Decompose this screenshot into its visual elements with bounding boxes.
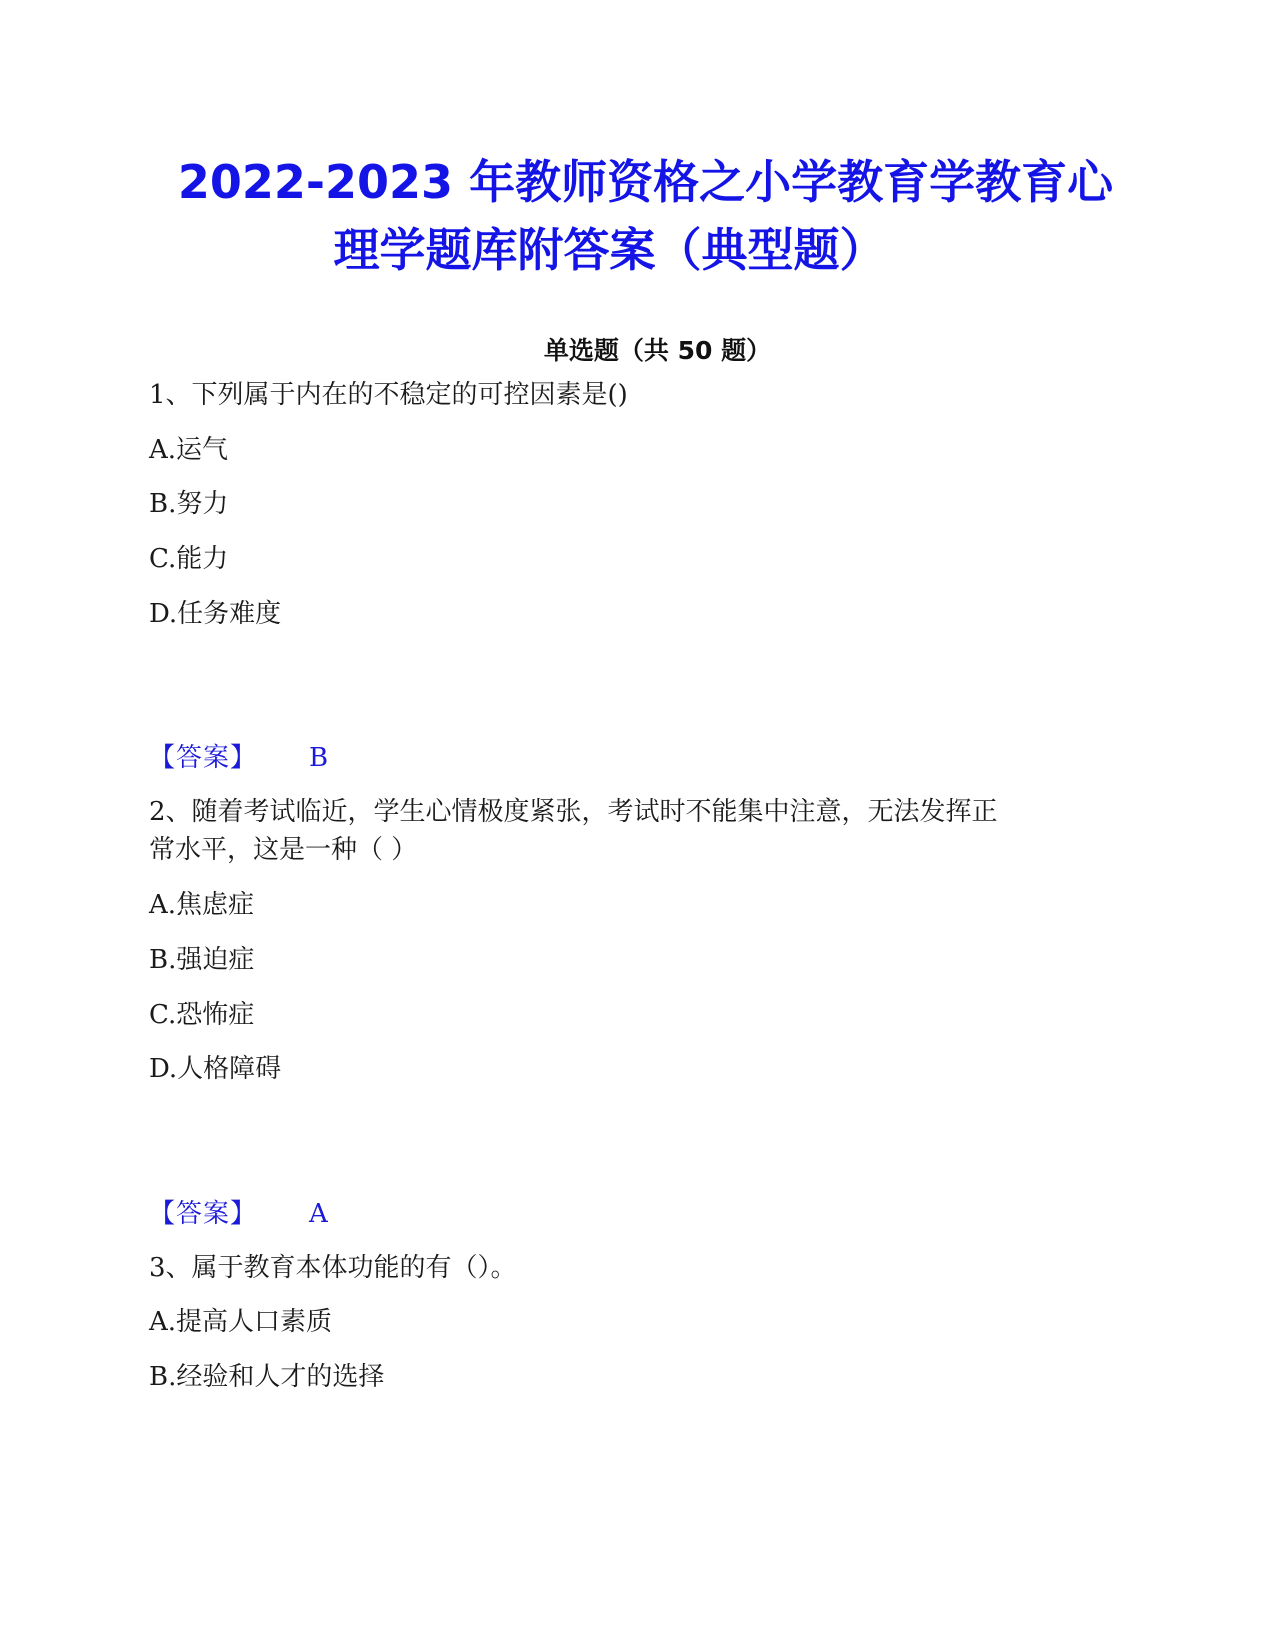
question-3-stem: 3、属于教育本体功能的有（）。 xyxy=(149,1253,517,1283)
answer-label: 【答案】 xyxy=(149,1199,258,1229)
question-1-option-c: C.能力 xyxy=(149,544,229,574)
document-title-line-2: 理学题库附答案（典型题） xyxy=(333,223,886,277)
question-2-option-a: A.焦虑症 xyxy=(149,890,255,920)
question-1-answer xyxy=(149,745,328,771)
question-2-option-d: D.人格障碍 xyxy=(149,1054,282,1084)
question-1-option-b: B.努力 xyxy=(149,489,229,519)
question-1-option-d: D.任务难度 xyxy=(149,599,282,629)
question-2-stem-line-1: 2、随着考试临近，学生心情极度紧张，考试时不能集中注意，无法发挥正 xyxy=(149,797,998,827)
question-2-option-c: C.恐怖症 xyxy=(149,1000,255,1030)
question-1-stem: 1、下列属于内在的不稳定的可控因素是() xyxy=(149,380,628,410)
question-2-stem-line-2: 常水平，这是一种（ ） xyxy=(149,835,418,865)
question-3-option-a: A.提高人口素质 xyxy=(149,1307,333,1337)
document-title-line-1: 2022-2023 年教师资格之小学教育学教育心 xyxy=(177,155,1114,209)
question-3-option-b: B.经验和人才的选择 xyxy=(149,1362,385,1392)
question-2-answer xyxy=(149,1201,328,1227)
question-2-option-b: B.强迫症 xyxy=(149,945,255,975)
question-1-option-a: A.运气 xyxy=(149,435,229,465)
answer-label: 【答案】 xyxy=(149,743,258,773)
section-heading: 单选题（共 50 题） xyxy=(543,336,772,365)
answer-value: A xyxy=(309,1199,328,1229)
answer-value: B xyxy=(309,743,329,773)
